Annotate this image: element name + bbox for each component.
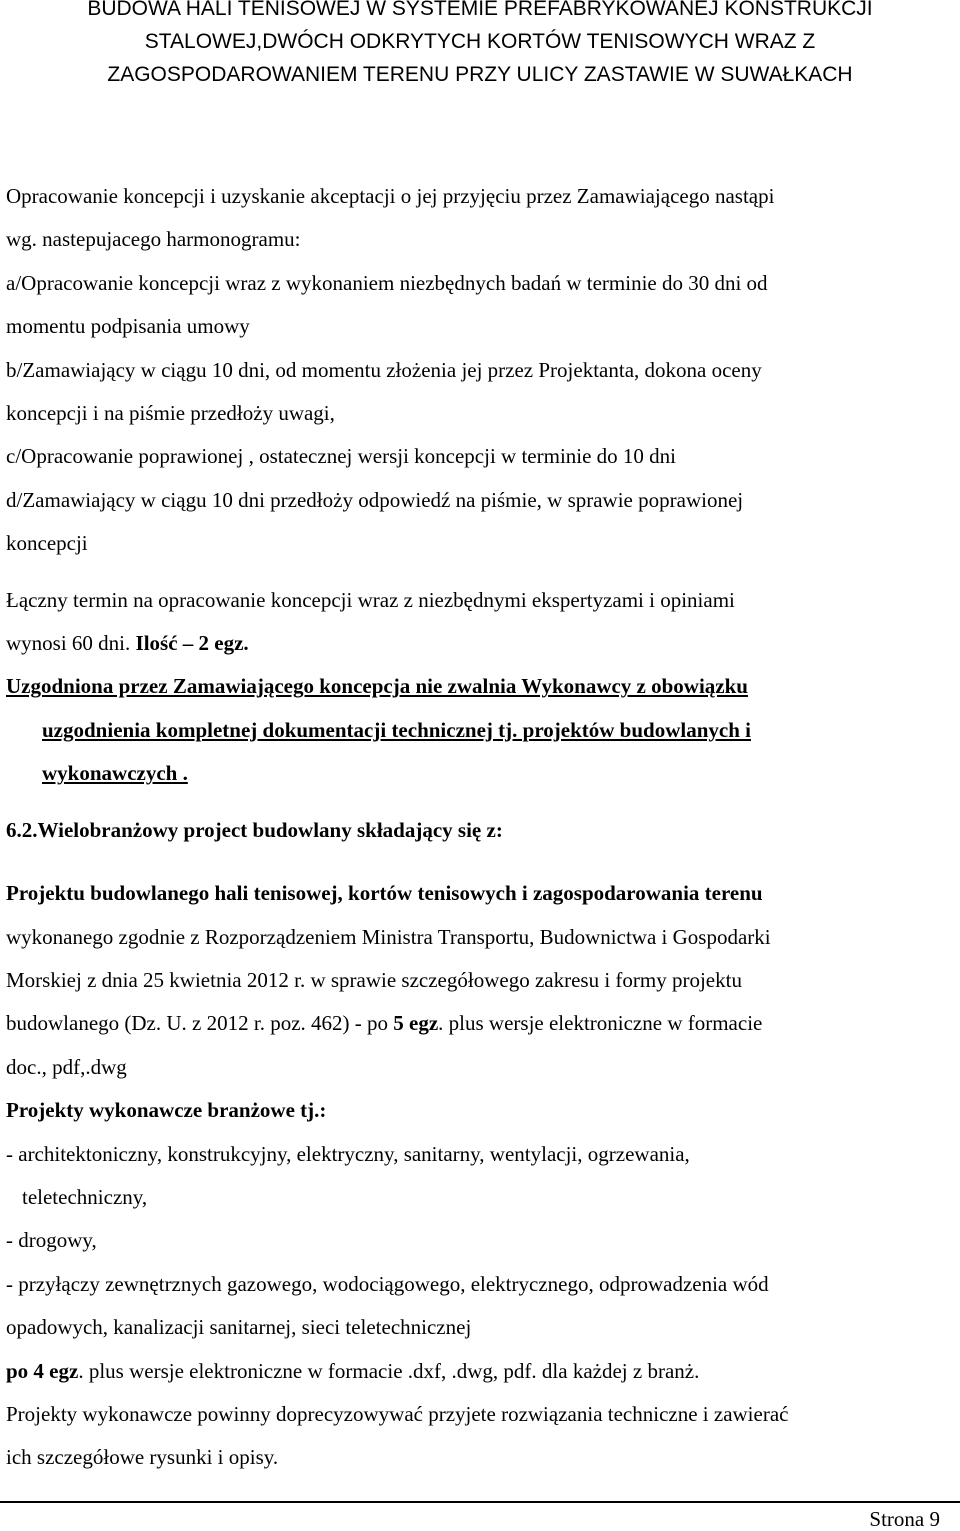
list-item-continuation: teletechniczny, bbox=[22, 1184, 148, 1209]
header-line-2: STALOWEJ,DWÓCH ODKRYTYCH KORTÓW TENISOWYCH WRAZ Z bbox=[144, 30, 816, 53]
paragraph-line: c/Opracowanie poprawionej , ostatecznej wersji koncepcji w terminie do 10 dni bbox=[6, 444, 677, 469]
list-item: - drogowy, bbox=[6, 1228, 97, 1253]
paragraph-line: Łączny termin na opracowanie koncepcji wraz z niezbędnymi ekspertyzami i opiniami bbox=[6, 587, 735, 612]
paragraph-line bbox=[6, 1002, 956, 1045]
paragraph-line: a/Opracowanie koncepcji wraz z wykonaniem niezbędnych badań w terminie do 30 dni od bbox=[6, 270, 768, 295]
paragraph-line: Opracowanie koncepcji i uzyskanie akceptacji o jej przyjęciu przez Zamawiającego nastąpi bbox=[6, 184, 775, 208]
duration-text: wynosi 60 dni. bbox=[6, 631, 136, 656]
paragraph-line: koncepcji bbox=[6, 531, 88, 556]
paragraph-line: Projektu budowlanego hali tenisowej, kortów tenisowych i zagospodarowania terenu bbox=[6, 881, 763, 906]
spacer bbox=[6, 796, 956, 809]
underlined-notice-line: uzgodnienia kompletnej dokumentacji technicznej tj. projektów budowlanych i bbox=[42, 717, 751, 742]
paragraph-line: ich szczegółowe rysunki i opisy. bbox=[6, 1445, 279, 1470]
paragraph-line: wg. nastepujacego harmonogramu: bbox=[6, 227, 301, 252]
header-line-3: ZAGOSPODAROWANIEM TERENU PRZY ULICY ZASTAWIE W SUWAŁKACH bbox=[107, 63, 853, 86]
text-run: . plus wersje elektroniczne w formacie .dxf, .dwg, pdf. dla każdej z branż. bbox=[78, 1358, 700, 1383]
paragraph-line: b/Zamawiający w ciągu 10 dni, od momentu złożenia jej przez Projektanta, dokona oceny bbox=[6, 357, 762, 382]
section-heading: 6.2.Wielobranżowy project budowlany składający się z: bbox=[6, 817, 503, 842]
header-line-1: BUDOWA HALI TENISOWEJ W SYSTEMIE PREFABRYKOWANEJ KONSTRUKCJI bbox=[87, 0, 873, 20]
paragraph-line: wykonanego zgodnie z Rozporządzeniem Ministra Transportu, Budownictwa i Gospodarki bbox=[6, 924, 771, 949]
paragraph-line: momentu podpisania umowy bbox=[6, 314, 250, 339]
copies-count: po 4 egz bbox=[6, 1358, 79, 1383]
paragraph-line: doc., pdf,.dwg bbox=[6, 1054, 127, 1079]
list-item: - przyłączy zewnętrznych gazowego, wodociągowego, elektrycznego, odprowadzenia wód bbox=[6, 1271, 769, 1296]
text-run: budowlanego (Dz. U. z 2012 r. poz. 462) - po bbox=[6, 1011, 394, 1036]
quantity-text: Ilość – 2 egz. bbox=[135, 631, 249, 656]
paragraph-line bbox=[6, 622, 956, 665]
paragraph-line bbox=[6, 1350, 956, 1393]
paragraph-line: Morskiej z dnia 25 kwietnia 2012 r. w sprawie szczegółowego zakresu i formy projektu bbox=[6, 967, 742, 992]
paragraph-line: d/Zamawiający w ciągu 10 dni przedłoży odpowiedź na piśmie, w sprawie poprawionej bbox=[6, 487, 744, 512]
spacer bbox=[6, 852, 956, 872]
list-item-continuation: opadowych, kanalizacji sanitarnej, sieci teletechnicznej bbox=[6, 1315, 472, 1340]
subsection-heading: Projekty wykonawcze branżowe tj.: bbox=[6, 1098, 327, 1123]
paragraph-line: koncepcji i na piśmie przedłoży uwagi, bbox=[6, 401, 335, 426]
paragraph-line: Projekty wykonawcze powinny doprecyzowywać przyjete rozwiązania techniczne i zawierać bbox=[6, 1401, 789, 1426]
document-body bbox=[6, 175, 956, 1480]
document-header bbox=[0, 0, 960, 91]
list-item: - architektoniczny, konstrukcyjny, elektryczny, sanitarny, wentylacji, ogrzewania, bbox=[6, 1141, 690, 1166]
spacer bbox=[6, 566, 956, 579]
underlined-notice-line: Uzgodniona przez Zamawiającego koncepcja nie zwalnia Wykonawcy z obowiązku bbox=[6, 674, 748, 699]
footer-divider bbox=[0, 1501, 960, 1503]
text-run: . plus wersje elektroniczne w formacie bbox=[438, 1011, 763, 1036]
underlined-notice-line: wykonawczych . bbox=[42, 761, 188, 786]
copies-count: 5 egz bbox=[393, 1011, 439, 1036]
page-number: Strona 9 bbox=[869, 1507, 940, 1531]
